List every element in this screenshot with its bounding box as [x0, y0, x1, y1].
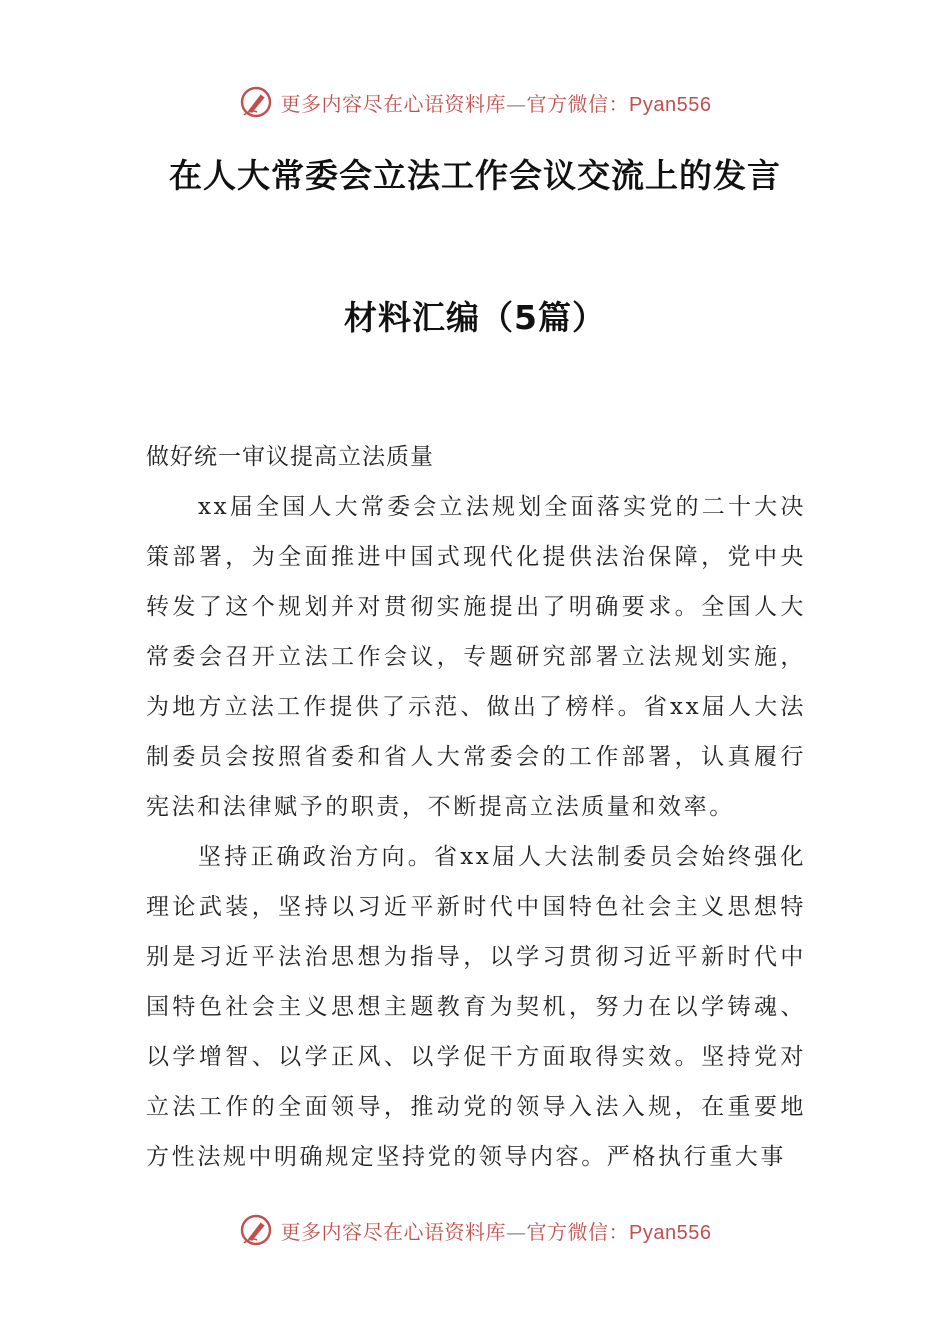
watermark-official-label: 官方微信： — [526, 1219, 630, 1244]
watermark-official-label: 官方微信： — [526, 91, 630, 116]
watermark-site-text: 更多内容尽在心语资料库 — [280, 91, 507, 116]
document-body — [146, 432, 806, 1182]
pen-circle-logo-icon — [239, 1213, 273, 1247]
header-watermark — [0, 82, 950, 122]
paragraph: xx届全国人大常委会立法规划全面落实党的二十大决策部署，为全面推进中国式现代化提供法治保障，党中央转发了这个规划并对贯彻实施提出了明确要求。全国人大常委会召开立法工作会议，专题研究部署立法规划实施，为地方立法工作提供了示范、做出了榜样。省xx届人大法制委员会按照省委和省人大常委会的工作部署，认真履行宪法和法律赋予的职责，不断提高立法质量和效率。 — [146, 494, 806, 820]
paragraph: 坚持正确政治方向。省xx届人大法制委员会始终强化理论武装，坚持以习近平新时代中国特色社会主义思想特别是习近平法治思想为指导，以学习贯彻习近平新时代中国特色社会主义思想主题教育为契机，努力在以学铸魂、以学增智、以学正风、以学促干方面取得实效。坚持党对立法工作的全面领导，推动党的领导入法入规，在重要地方性法规中明确规定坚持党的领导内容。严格执行重大事 — [146, 844, 806, 1170]
watermark-handle: Pyan556 — [629, 1221, 712, 1244]
watermark-text — [281, 1216, 712, 1245]
document-title-line2: 材料汇编（5篇） — [344, 298, 606, 337]
footer-watermark — [0, 1210, 950, 1250]
watermark-separator: — — [506, 91, 527, 116]
watermark-separator: — — [506, 1219, 527, 1244]
watermark-handle: Pyan556 — [629, 93, 712, 116]
pen-circle-logo-icon — [239, 85, 273, 119]
watermark-site-text: 更多内容尽在心语资料库 — [280, 1219, 507, 1244]
document-title-line1: 在人大常委会立法工作会议交流上的发言 — [169, 156, 781, 195]
section-heading: 做好统一审议提高立法质量 — [146, 444, 434, 470]
watermark-text — [281, 88, 712, 117]
